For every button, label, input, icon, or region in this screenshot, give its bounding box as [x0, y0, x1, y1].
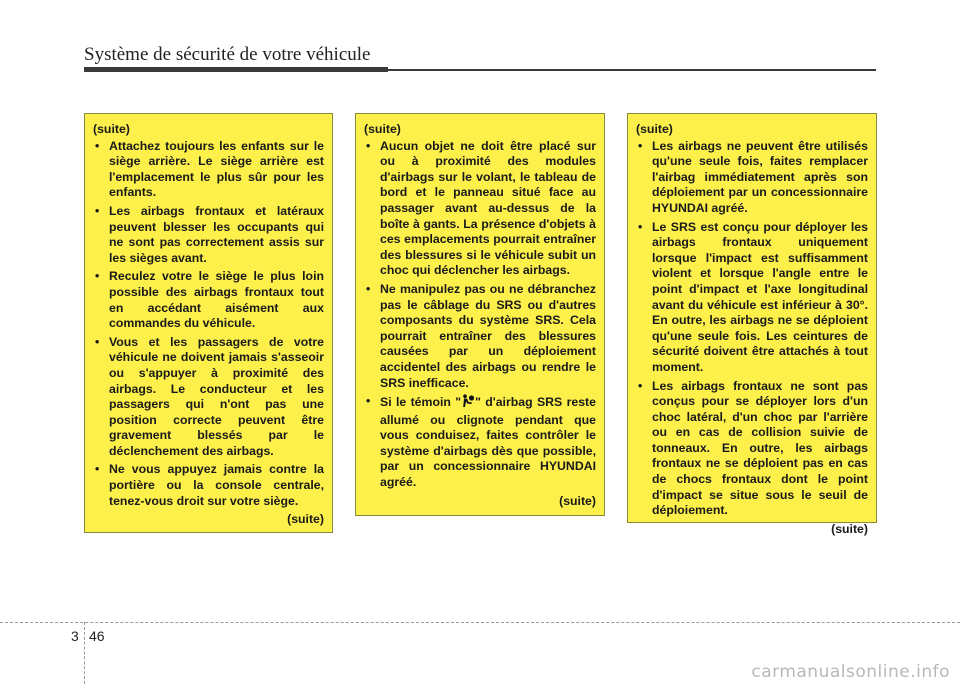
list-item — [364, 394, 596, 491]
bullet-glyph: • — [638, 219, 643, 234]
list-item-text: Si le témoin " — [380, 395, 462, 410]
list-item-text: Aucun objet ne doit être placé sur ou à proximité des modules d'airbags sur le volant, le tableau de bord et le panneau situé face au passager avant au-dessus de la boîte à gants. La présence d'objets à ces emplacements pourrait entraîner des blessures si le véhicule subit un choc qui déclencher les airbags. — [380, 138, 596, 278]
header-rule-thick — [84, 67, 388, 72]
warning-panel-3 — [627, 113, 877, 536]
list-item — [636, 139, 868, 217]
bullet-glyph: • — [95, 334, 100, 349]
list-item-text: Ne vous appuyez jamais contre la portière ou la console centrale, tenez-vous droit sur votre siège. — [109, 462, 324, 508]
bullet-glyph: • — [638, 138, 643, 153]
list-item — [93, 204, 324, 266]
list-item — [93, 269, 324, 331]
bullet-list — [364, 139, 596, 491]
footer-rule — [0, 622, 960, 623]
list-item-text: " d'airbag SRS reste allumé ou clignote pendant que vous conduisez, faites contrôler le système d'airbags dès que possible, par un concessionnaire HYUNDAI agréé. — [380, 395, 596, 490]
list-item-text: Ne manipulez pas ou ne débranchez pas le câblage du SRS ou d'autres composants du système SRS. Cela pourrait entraîner des blessures causées par un déploiement accidentel des airbags ou rendre le SRS inefficace. — [380, 281, 596, 390]
panel-continued: (suite) — [559, 493, 596, 508]
list-item-text: Les airbags frontaux ne sont pas conçus pour se déployer lors d'un choc latéral, d'un choc par l'arrière ou en cas de collision suivie de tonneaux. En outre, les airbags frontaux ne se déploient pas en cas de chocs frontaux dont le point d'impact se situe sous le seuil de déploiement. — [652, 378, 868, 518]
warning-panel-2 — [355, 113, 605, 516]
list-item-text: Le SRS est conçu pour déployer les airbags frontaux uniquement lorsque l'impact est suffisamment violent et lorsque l'angle entre le point d'impact et l'axe longitudinal avant du véhicule est inférieur à 30°. En outre, les airbags ne se déploient qu'une seule fois. Les ceintures de sécurité doivent être attachés à tout moment. — [652, 219, 868, 374]
page-number: 46 — [89, 628, 105, 644]
bullet-glyph: • — [95, 462, 100, 477]
bullet-list — [636, 139, 868, 519]
bullet-glyph: • — [95, 138, 100, 153]
chapter-number: 3 — [71, 628, 79, 644]
panel-continued: (suite) — [831, 521, 868, 536]
list-item — [364, 139, 596, 279]
warning-panel-1 — [84, 113, 333, 533]
panel-lead: (suite) — [93, 122, 130, 136]
list-item — [636, 220, 868, 376]
page-header-title: Système de sécurité de votre véhicule — [84, 44, 371, 65]
bullet-glyph: • — [366, 138, 371, 153]
airbag-warning-icon — [461, 394, 475, 413]
list-item-text: Les airbags frontaux et latéraux peuvent blesser les occupants qui ne sont pas correctement assis sur les sièges avant. — [109, 203, 324, 265]
panel-continued: (suite) — [287, 512, 324, 527]
footer-divider — [84, 622, 85, 684]
list-item-text: Les airbags ne peuvent être utilisés qu'une seule fois, faites remplacer l'airbag immédiatement après son déploiement par un concessionnaire HYUNDAI agréé. — [652, 138, 868, 215]
header-rule-thin — [388, 69, 876, 71]
list-item — [93, 139, 324, 201]
bullet-glyph: • — [95, 203, 100, 218]
bullet-list — [93, 139, 324, 510]
list-item — [93, 462, 324, 509]
list-item-text: Attachez toujours les enfants sur le siège arrière. Le siège arrière est l'emplacement le plus sûr pour les enfants. — [109, 138, 324, 200]
panel-lead: (suite) — [364, 122, 401, 136]
watermark: carmanualsonline.info — [751, 662, 950, 682]
bullet-glyph: • — [95, 269, 100, 284]
bullet-glyph: • — [638, 378, 643, 393]
list-item-text: Vous et les passagers de votre véhicule ne doivent jamais s'asseoir ou s'appuyer à proximité des airbags. Le conducteur et les passagers qui n'ont pas une position correcte peuvent être gravement blessés par le déclenchement des airbags. — [109, 334, 324, 458]
bullet-glyph: • — [366, 281, 371, 296]
panel-lead: (suite) — [636, 122, 673, 136]
list-item — [636, 379, 868, 519]
list-item-text: Reculez votre le siège le plus loin possible des airbags frontaux tout en accédant aisément aux commandes du véhicule. — [109, 269, 324, 331]
list-item — [93, 335, 324, 460]
list-item — [364, 282, 596, 391]
bullet-glyph: • — [366, 394, 371, 409]
